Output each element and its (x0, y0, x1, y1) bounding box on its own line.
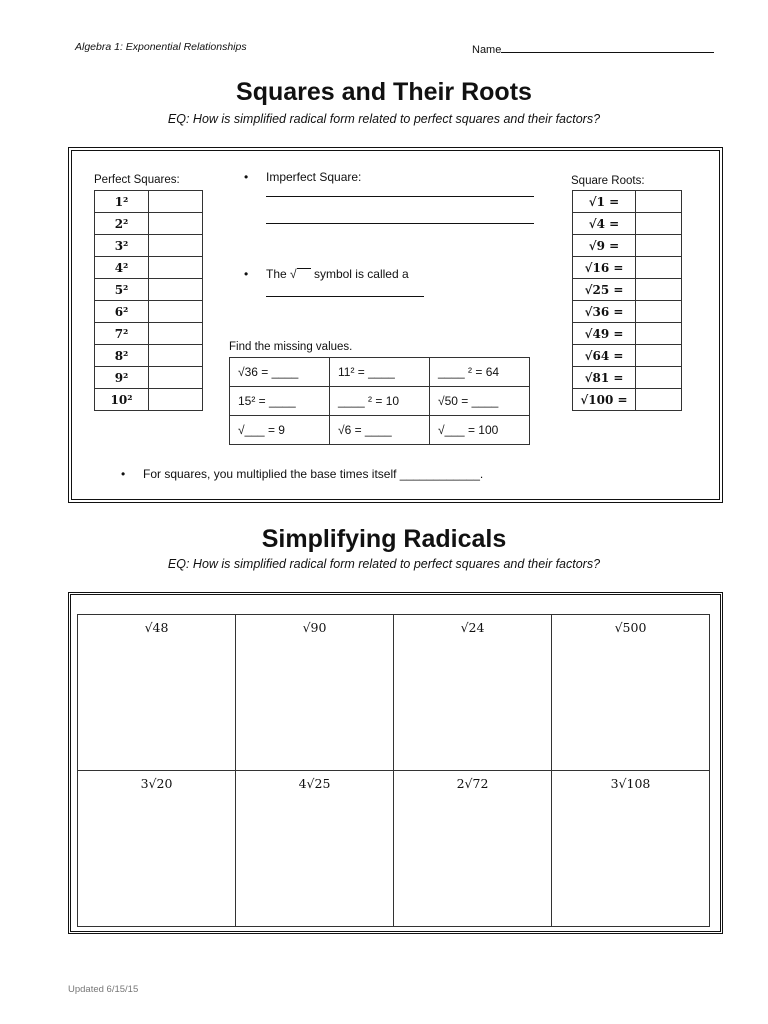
section2-eq: EQ: How is simplified radical form related to perfect squares and their factors? (167, 557, 601, 571)
square-root-row (573, 367, 682, 389)
radical-problem-expression: √500 (614, 620, 647, 635)
bullet-dot: • (244, 267, 249, 281)
missing-values-row (230, 387, 530, 416)
perfect-square-row (95, 257, 203, 279)
square-roots-table (572, 190, 682, 411)
radical-problem-cell[interactable] (394, 771, 552, 927)
square-roots-label: Square Roots: (571, 175, 645, 187)
radical-problem-expression: √48 (144, 620, 169, 635)
perfect-square-term: 7² (95, 323, 149, 345)
radical-problem-cell[interactable] (236, 771, 394, 927)
updated-date: Updated 6/15/15 (68, 984, 139, 995)
radical-problem-expression: √90 (302, 620, 327, 635)
radical-problem-expression: 4√25 (298, 776, 331, 791)
square-root-answer-cell[interactable] (636, 235, 682, 257)
square-root-row (573, 279, 682, 301)
perfect-square-term: 10² (95, 389, 149, 411)
section2-title: Simplifying Radicals (261, 525, 507, 553)
perfect-square-row (95, 367, 203, 389)
missing-value-cell[interactable]: 11² = ____ (330, 358, 430, 387)
square-root-answer-cell[interactable] (636, 323, 682, 345)
square-root-term: √16 = (573, 257, 636, 279)
perfect-square-row (95, 235, 203, 257)
square-root-term: √64 = (573, 345, 636, 367)
bullet-dot: • (244, 170, 249, 184)
square-root-answer-cell[interactable] (636, 279, 682, 301)
radical-problem-row (78, 771, 710, 927)
radical-problem-expression: 3√20 (140, 776, 173, 791)
square-root-row (573, 389, 682, 411)
square-root-term: √81 = (573, 367, 636, 389)
square-root-row (573, 257, 682, 279)
bullet-dot: • (121, 467, 126, 481)
square-root-row (573, 345, 682, 367)
square-root-row (573, 301, 682, 323)
radical-problem-cell[interactable] (552, 771, 710, 927)
imperfect-square-answer-line-1[interactable] (266, 196, 534, 197)
missing-value-cell[interactable]: √___ = 9 (230, 416, 330, 445)
square-root-term: √36 = (573, 301, 636, 323)
imperfect-square-answer-line-2[interactable] (266, 223, 534, 224)
radical-symbol-bullet (244, 267, 409, 281)
radical-problem-expression: 3√108 (610, 776, 651, 791)
square-root-term: √49 = (573, 323, 636, 345)
missing-value-cell[interactable]: ____ ² = 10 (330, 387, 430, 416)
perfect-square-term: 4² (95, 257, 149, 279)
perfect-square-answer-cell[interactable] (149, 389, 203, 411)
square-root-term: √25 = (573, 279, 636, 301)
square-root-answer-cell[interactable] (636, 345, 682, 367)
square-root-answer-cell[interactable] (636, 213, 682, 235)
square-root-answer-cell[interactable] (636, 301, 682, 323)
square-root-answer-cell[interactable] (636, 389, 682, 411)
perfect-square-answer-cell[interactable] (149, 279, 203, 301)
square-root-term: √100 = (573, 389, 636, 411)
perfect-square-term: 5² (95, 279, 149, 301)
radical-vinculum (297, 268, 311, 279)
perfect-square-term: 1² (95, 191, 149, 213)
missing-value-cell[interactable]: √___ = 100 (430, 416, 530, 445)
squares-bullet (121, 467, 484, 481)
radical-problem-cell[interactable] (78, 771, 236, 927)
radical-problem-expression: √24 (460, 620, 485, 635)
missing-values-label: Find the missing values. (229, 341, 353, 353)
perfect-square-answer-cell[interactable] (149, 345, 203, 367)
perfect-square-row (95, 301, 203, 323)
perfect-square-answer-cell[interactable] (149, 323, 203, 345)
radical-problem-cell[interactable] (552, 615, 710, 771)
perfect-square-answer-cell[interactable] (149, 235, 203, 257)
perfect-squares-label: Perfect Squares: (94, 174, 180, 186)
perfect-square-answer-cell[interactable] (149, 301, 203, 323)
missing-values-table (229, 357, 530, 445)
radical-symbol-text-pre: The √ (266, 267, 297, 281)
perfect-square-answer-cell[interactable] (149, 213, 203, 235)
radical-problem-cell[interactable] (236, 615, 394, 771)
squares-bullet-text: For squares, you multiplied the base times itself ____________. (143, 467, 484, 481)
perfect-square-row (95, 279, 203, 301)
missing-value-cell[interactable]: √6 = ____ (330, 416, 430, 445)
square-root-row (573, 213, 682, 235)
perfect-square-answer-cell[interactable] (149, 367, 203, 389)
section1-eq: EQ: How is simplified radical form related to perfect squares and their factors? (167, 112, 601, 126)
square-root-term: √4 = (573, 213, 636, 235)
perfect-square-row (95, 191, 203, 213)
perfect-square-row (95, 213, 203, 235)
name-line (501, 41, 714, 53)
imperfect-square-label: Imperfect Square: (266, 170, 362, 184)
perfect-square-term: 9² (95, 367, 149, 389)
radical-symbol-answer-line[interactable] (266, 296, 424, 297)
square-root-answer-cell[interactable] (636, 257, 682, 279)
section1-title: Squares and Their Roots (236, 78, 532, 106)
square-root-answer-cell[interactable] (636, 191, 682, 213)
radical-symbol-text-post: symbol is called a (310, 267, 409, 281)
perfect-square-term: 6² (95, 301, 149, 323)
missing-values-row (230, 358, 530, 387)
imperfect-square-bullet (244, 170, 362, 184)
missing-value-cell[interactable]: √50 = ____ (430, 387, 530, 416)
missing-values-row (230, 416, 530, 445)
radical-problem-expression: 2√72 (456, 776, 489, 791)
radicals-grid (77, 614, 710, 927)
perfect-square-term: 8² (95, 345, 149, 367)
radical-problem-cell[interactable] (394, 615, 552, 771)
square-root-row (573, 323, 682, 345)
course-title: Algebra 1: Exponential Relationships (75, 41, 247, 53)
radical-problem-row (78, 615, 710, 771)
perfect-squares-table (94, 190, 203, 411)
radical-problem-cell[interactable] (78, 615, 236, 771)
perfect-square-row (95, 345, 203, 367)
perfect-square-term: 2² (95, 213, 149, 235)
square-root-row (573, 191, 682, 213)
perfect-square-row (95, 323, 203, 345)
square-root-term: √1 = (573, 191, 636, 213)
square-root-answer-cell[interactable] (636, 367, 682, 389)
perfect-square-answer-cell[interactable] (149, 191, 203, 213)
square-root-row (573, 235, 682, 257)
perfect-square-term: 3² (95, 235, 149, 257)
missing-value-cell[interactable]: √36 = ____ (230, 358, 330, 387)
perfect-square-row (95, 389, 203, 411)
missing-value-cell[interactable]: 15² = ____ (230, 387, 330, 416)
name-label: Name (472, 44, 502, 56)
name-field[interactable] (472, 41, 714, 56)
square-root-term: √9 = (573, 235, 636, 257)
perfect-square-answer-cell[interactable] (149, 257, 203, 279)
missing-value-cell[interactable]: ____ ² = 64 (430, 358, 530, 387)
